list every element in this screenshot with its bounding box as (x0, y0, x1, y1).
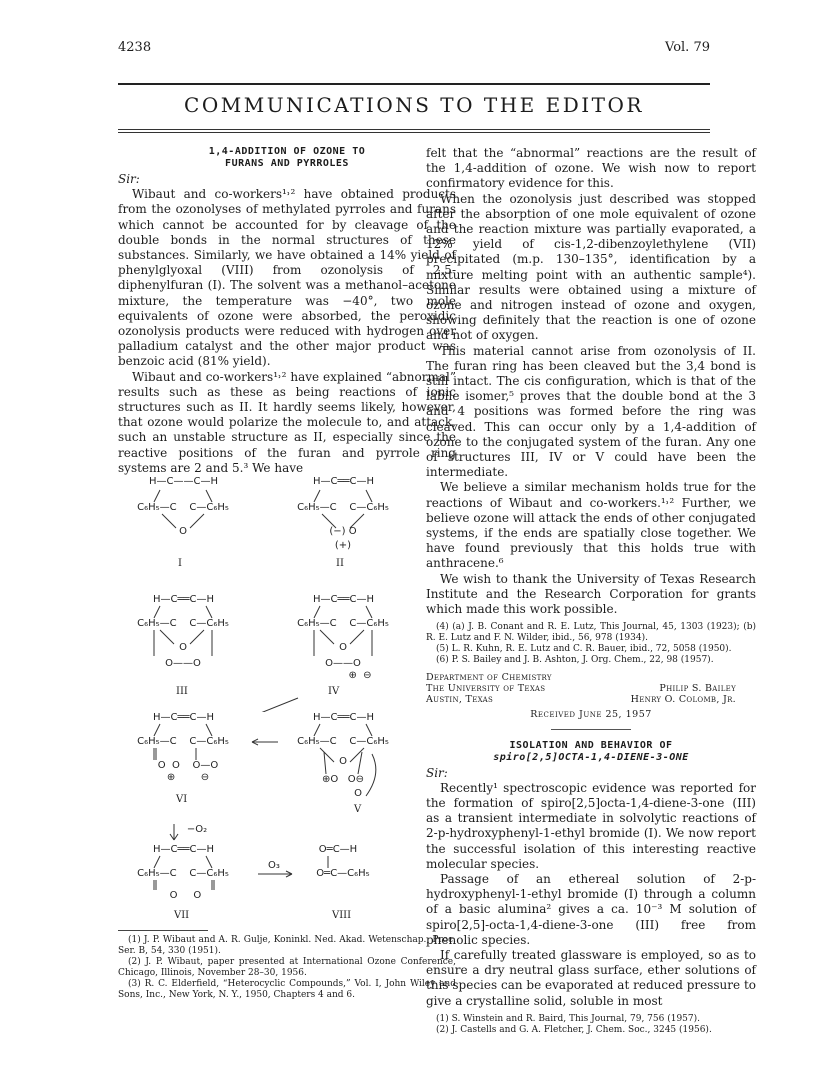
structures-III-IV (118, 594, 456, 712)
structure-III-oxygen: O (179, 642, 187, 654)
structure-III-peroxide: O——O (165, 658, 201, 670)
article1-paragraph-5: This material cannot arise from ozonolysis of II. The furan ring has been cleaved but the 3,4 bond is still intact. The cis configuration, which is that of the labile isomer,⁵ proves that the double bond at the 3 and 4 positions was formed before the ring was cleaved. This can occur only by a 1,4-addition of ozone to the conjugated system of the furan. Any one of structures III, IV or V could have been the intermediate. (426, 343, 756, 480)
footnote-4: (4) (a) J. B. Conant and R. E. Lutz, This Journal, 45, 1303 (1923); (b) R. E. Lutz and F. N. Wilder, ibid., 56, 978 (1934). (426, 622, 756, 644)
structure-VII-top: H—C══C—H (152, 844, 215, 856)
structure-I-oxygen: O (179, 526, 187, 538)
article2-title-line1: ISOLATION AND BEHAVIOR OF (509, 739, 673, 751)
article1-title-line2: FURANS AND PYRROLES (225, 158, 349, 169)
structure-IV-label: IV (328, 686, 340, 698)
structure-VII-label: VII (174, 910, 190, 922)
structure-III-label: III (176, 686, 188, 698)
structures-I-II (118, 476, 456, 594)
structure-VII-mid: C₆H₅—C C—C₆H₅ (137, 868, 229, 880)
article2-footnote-2: (2) J. Castells and G. A. Fletcher, J. Chem. Soc., 3245 (1956). (436, 1024, 712, 1035)
footnote-6: (6) P. S. Bailey and J. B. Ashton, J. Org. Chem., 22, 98 (1957). (436, 655, 714, 666)
footnote-5: (5) L. R. Kuhn, R. E. Lutz and C. R. Bauer, ibid., 72, 5058 (1950). (436, 644, 732, 655)
structure-VIII-top: O═C—H (318, 844, 358, 856)
structure-II-label: II (336, 558, 344, 570)
structure-V-label: V (354, 804, 362, 816)
structure-I-mid: C₆H₅—C C—C₆H₅ (137, 502, 229, 514)
structures-VII-VIII-labels (118, 910, 456, 924)
structure-II-mid: C₆H₅—C C—C₆H₅ (297, 502, 389, 514)
structure-V-ions: ⊕O O⊖ (321, 774, 365, 786)
structure-V-mid: C₆H₅—C C—C₆H₅ (297, 736, 389, 748)
ozone-reagent: O₃ (268, 860, 280, 872)
structure-II-plus: (+) (334, 540, 352, 552)
footnote-2: (2) J. P. Wibaut, paper presented at International Ozone Conference, Chicago, Illinois, November 28–30, 1956. (118, 957, 456, 979)
masthead-rule-upper (118, 129, 710, 130)
article2-salutation: Sir: (426, 765, 448, 780)
running-header (118, 40, 710, 60)
left-column (118, 146, 456, 1001)
article2-paragraph-2: Passage of an ethereal solution of 2-p-hydroxyphenyl-1-ethyl bromide (I) through a column of a basic alumina² gives a ca. 10⁻³ M solution of spiro[2,5]-octa-1,4-diene-3-one (III) free from phenolic species. (426, 871, 756, 947)
structures-I-II-bonds (118, 476, 456, 594)
affiliation-dept-row (426, 672, 756, 683)
article1-salutation: Sir: (118, 172, 140, 186)
right-column (426, 146, 756, 1036)
author-1: Philip S. Bailey (659, 683, 736, 695)
structure-IV-mid: C₆H₅—C C—C₆H₅ (297, 618, 389, 630)
structure-IV-oxygen: O (339, 642, 347, 654)
article2-paragraph-3: If carefully treated glassware is employed, so as to ensure a dry neutral glass surface, ether solutions of this species can be evaporated at reduced pressure to give a crystalline solid, soluble in most (426, 947, 756, 1008)
structure-V-top: H—C══C—H (312, 712, 375, 724)
affiliation-city: Austin, Texas (426, 694, 494, 706)
structure-IV-top: H—C══C—H (312, 594, 375, 606)
structure-II-top: H—C══C—H (312, 476, 375, 488)
footnote-rule-left (118, 930, 208, 931)
structures-VII-VIII (118, 824, 456, 910)
article1-paragraph-6: We believe a similar mechanism holds true for the reactions of Wibaut and co-workers.¹˒² Further, we believe ozone will attack the ends of other conjugated systems, if the ends are spatially close together. We have found previously that this holds true with anthracene.⁶ (426, 480, 756, 571)
structure-VIII-label: VIII (332, 910, 352, 922)
article1-title (118, 146, 456, 170)
structure-II-oxygen: (−) O (329, 526, 357, 538)
structure-V-oxygen: O (339, 756, 347, 768)
structure-VI-mid: C₆H₅—C C—C₆H₅ (137, 736, 229, 748)
article2-title (426, 740, 756, 764)
article1-paragraph-2: Wibaut and co-workers¹˒² have explained “abnormal” results such as these as being reactions of ionic structures such as II. It hardly seems likely, however, that ozone would polarize the molecule to, and attack, such an unstable structure as II, especially since the reactive positions of the furan and pyrrole ring systems are 2 and 5.³ We have (118, 369, 456, 475)
structures-III-IV-bonds (118, 594, 456, 712)
article1-paragraph-4: When the ozonolysis just described was stopped after the absorption of one mole equivalent of ozone and the reaction mixture was partially evaporated, a 12% yield of cis-1,2-dibenzoylethylene (VII) precipitated (m.p. 130–135°, identification by a mixture melting point with an authentic sample⁴). Similar results were obtained using a mixture of ozone and nitrogen instead of ozone and oxygen, showing definitely that the reaction is one of ozone and not of oxygen. (426, 191, 756, 343)
received-date: Received June 25, 1957 (530, 709, 652, 721)
structure-VI-label: VI (176, 794, 188, 806)
article1-paragraph-1: Wibaut and co-workers¹˒² have obtained products from the ozonolyses of methylated pyrroles and furans which cannot be accounted for by cleavage of the double bonds in the normal structures of these substances. Similarly, we have obtained a 14% yield of phenylglyoxal (VIII) from ozonolysis of 2,5-diphenylfuran (I). The solvent was a methanol–acetone mixture, the temperature was −40°, two mole equivalents of ozone were absorbed, the peroxidic ozonolysis products were reduced with hydrogen over palladium catalyst and the other major product was benzoic acid (81% yield). (118, 187, 456, 369)
masthead-rule-lower (118, 132, 710, 133)
structure-VII-oxygens: O O (169, 890, 202, 902)
article-separator (551, 729, 631, 730)
footnote-3: (3) R. C. Elderfield, “Heterocyclic Compounds,” Vol. I, John Wiley and Sons, Inc., New York, N. Y., 1950, Chapters 4 and 6. (118, 979, 456, 1001)
affiliation-city-row (426, 694, 756, 705)
article1-paragraph-3: felt that the “abnormal” reactions are the result of the 1,4-addition of ozone. We wish now to report confirmatory evidence for this. (426, 146, 756, 191)
structure-IV-peroxide: O——O (325, 658, 361, 670)
affiliation-university: The University of Texas (426, 683, 546, 695)
structure-VI-oxygens: O O O—O (157, 760, 219, 772)
footnote-1: (1) J. P. Wibaut and A. R. Gulje, Koninkl. Ned. Akad. Wetenschap., Proc. Ser. B, 54, 330 (1951). (118, 935, 456, 957)
article1-paragraph-7: We wish to thank the University of Texas Research Institute and the Research Corporation for grants which made this work possible. (426, 571, 756, 617)
section-masthead: COMMUNICATIONS TO THE EDITOR (184, 93, 644, 117)
affiliation-department: Department of Chemistry (426, 672, 552, 684)
author-2: Henry O. Colomb, Jr. (630, 694, 736, 706)
minus-oxygen: −O₂ (186, 824, 208, 836)
structure-III-top: H—C══C—H (152, 594, 215, 606)
article1-title-line1: 1,4-ADDITION OF OZONE TO (208, 146, 366, 157)
structure-I-label: I (178, 558, 182, 570)
article2-title-line2: spiro[2,5]OCTA-1,4-DIENE-3-ONE (493, 751, 689, 763)
structure-VIII-mid: O═C—C₆H₅ (316, 868, 370, 880)
structure-IV-charges: ⊕ ⊖ (348, 670, 372, 682)
author-affiliation (426, 672, 756, 705)
structure-VI-top: H—C══C—H (152, 712, 215, 724)
page-number: 4238 (118, 40, 152, 55)
structure-III-mid: C₆H₅—C C—C₆H₅ (137, 618, 229, 630)
top-rule (118, 83, 710, 85)
structure-I-top: H—C——C—H (148, 476, 218, 488)
article2-paragraph-1: Recently¹ spectroscopic evidence was reported for the formation of spiro[2,5]octa-1,4-diene-3-one (III) as a transient intermediate in solvolytic reactions of 2-p-hydroxyphenyl-1-ethyl bromide (I). We now report the successful isolation of this interesting reactive molecular species. (426, 780, 756, 871)
structures-VI-V (118, 712, 456, 824)
structure-V-oxygen-bridge: O (354, 788, 362, 800)
volume-label: Vol. 79 (665, 40, 710, 55)
affiliation-univ-row (426, 683, 756, 694)
structure-VI-charges: ⊕ ⊖ (166, 772, 210, 784)
article2-footnote-1: (1) S. Winstein and R. Baird, This Journal, 79, 756 (1957). (436, 1013, 701, 1024)
